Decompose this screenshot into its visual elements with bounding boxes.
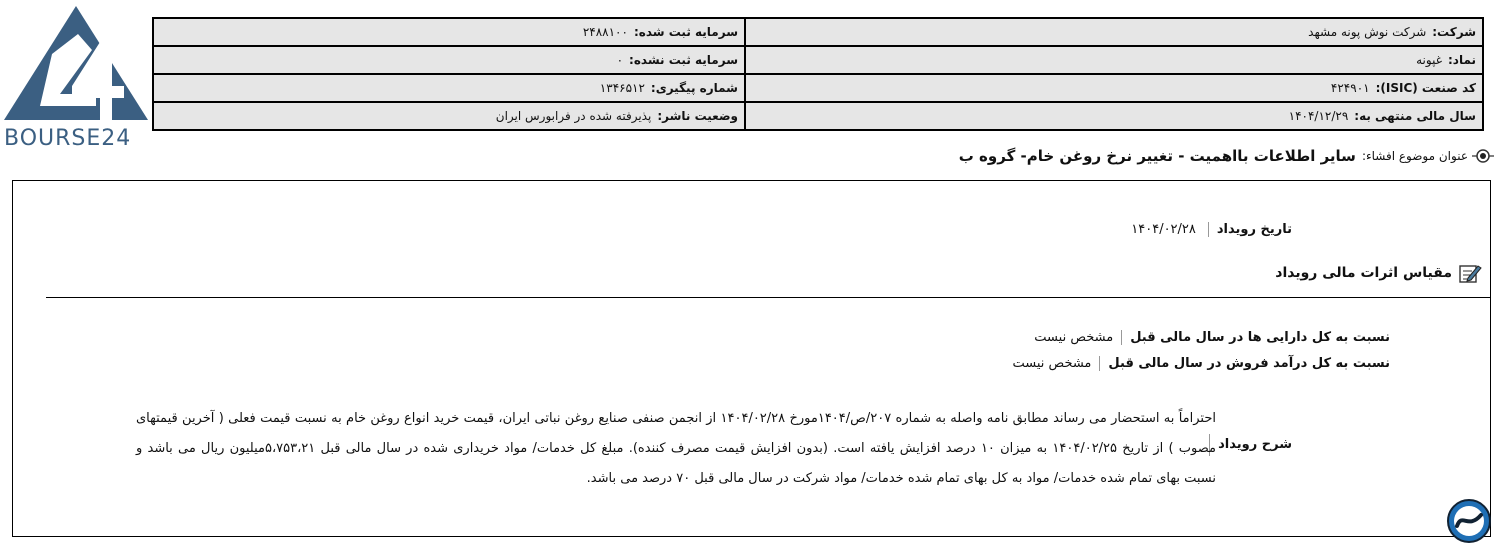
edit-note-icon: [1458, 262, 1482, 284]
event-description-text: احتراماً به استحضار می رساند مطابق نامه واصله به شماره ۲۰۷/ص/۱۴۰۴مورخ ۱۴۰۴/۰۲/۲۸ از انجمن صنفی صنایع روغن نباتی ایران، قیمت خرید انواع روغن خام به نسبت قیمت فعلی ( آخرین قیمتهای مصوب ) از تاریخ ۱۴۰۴/۰۲/۲۵ به میزان ۱۰ درصد افزایش یافته است. (بدون افزایش قیمت مصرف کننده). مبلغ کل خدمات/ مواد خریداری شده در سال مالی قبل ۵،۷۵۳،۲۱میلیون ریال می باشد و نسبت بهای تمام شده خدمات/ مواد به کل بهای تمام شده خدمات/ مواد شرکت در سال مالی قبل ۷۰ درصد می باشد.: [136, 411, 1217, 486]
fiscal-year-cell: سال مالی منتهی به:۱۴۰۴/۱۲/۲۹: [745, 102, 1483, 130]
event-date-value: ۱۴۰۴/۰۲/۲۸: [1131, 222, 1196, 237]
event-description: [136, 404, 1292, 500]
event-date-row: [1131, 222, 1292, 237]
codal-badge-icon[interactable]: [1446, 498, 1492, 544]
symbol-cell: نماد:غپونه: [745, 46, 1483, 74]
financial-impact-title: مقیاس اثرات مالی رویداد: [1275, 265, 1452, 281]
ratio-revenue-row: [1012, 356, 1390, 371]
subject-label: عنوان موضوع افشاء:: [1361, 149, 1468, 163]
ratio-assets-value: مشخص نیست: [1034, 330, 1114, 345]
bourse24-logo: [0, 2, 152, 150]
unregistered-capital-cell: سرمایه ثبت نشده:۰: [153, 46, 745, 74]
company-info-table: [152, 17, 1484, 131]
subject-title: سایر اطلاعات بااهمیت - تغییر نرخ روغن خام- گروه ب: [958, 147, 1356, 165]
company-cell: شرکت:شرکت نوش پونه مشهد: [745, 18, 1483, 46]
isic-cell: کد صنعت (ISIC):۴۲۴۹۰۱: [745, 74, 1483, 102]
target-bullet-icon: [1474, 146, 1494, 166]
ratio-assets-row: [1034, 330, 1390, 345]
event-date-label: تاریخ رویداد: [1208, 222, 1292, 237]
ratio-revenue-label: نسبت به کل درآمد فروش در سال مالی قبل: [1099, 356, 1390, 371]
registered-capital-cell: سرمایه ثبت شده:۲۴۸۸۱۰۰: [153, 18, 745, 46]
section-divider: [46, 297, 1490, 298]
ratio-revenue-value: مشخص نیست: [1012, 356, 1092, 371]
logo-text: BOURSE24: [4, 126, 132, 151]
disclosure-subject: [959, 146, 1494, 166]
publisher-status-cell: وضعیت ناشر:پذیرفته شده در فرابورس ایران: [153, 102, 745, 130]
event-description-label: شرح رویداد: [1209, 434, 1292, 456]
ratio-assets-label: نسبت به کل دارایی ها در سال مالی قبل: [1121, 330, 1390, 345]
tracking-number-cell: شماره پیگیری:۱۳۴۶۵۱۲: [153, 74, 745, 102]
financial-impact-heading: [1275, 262, 1482, 284]
